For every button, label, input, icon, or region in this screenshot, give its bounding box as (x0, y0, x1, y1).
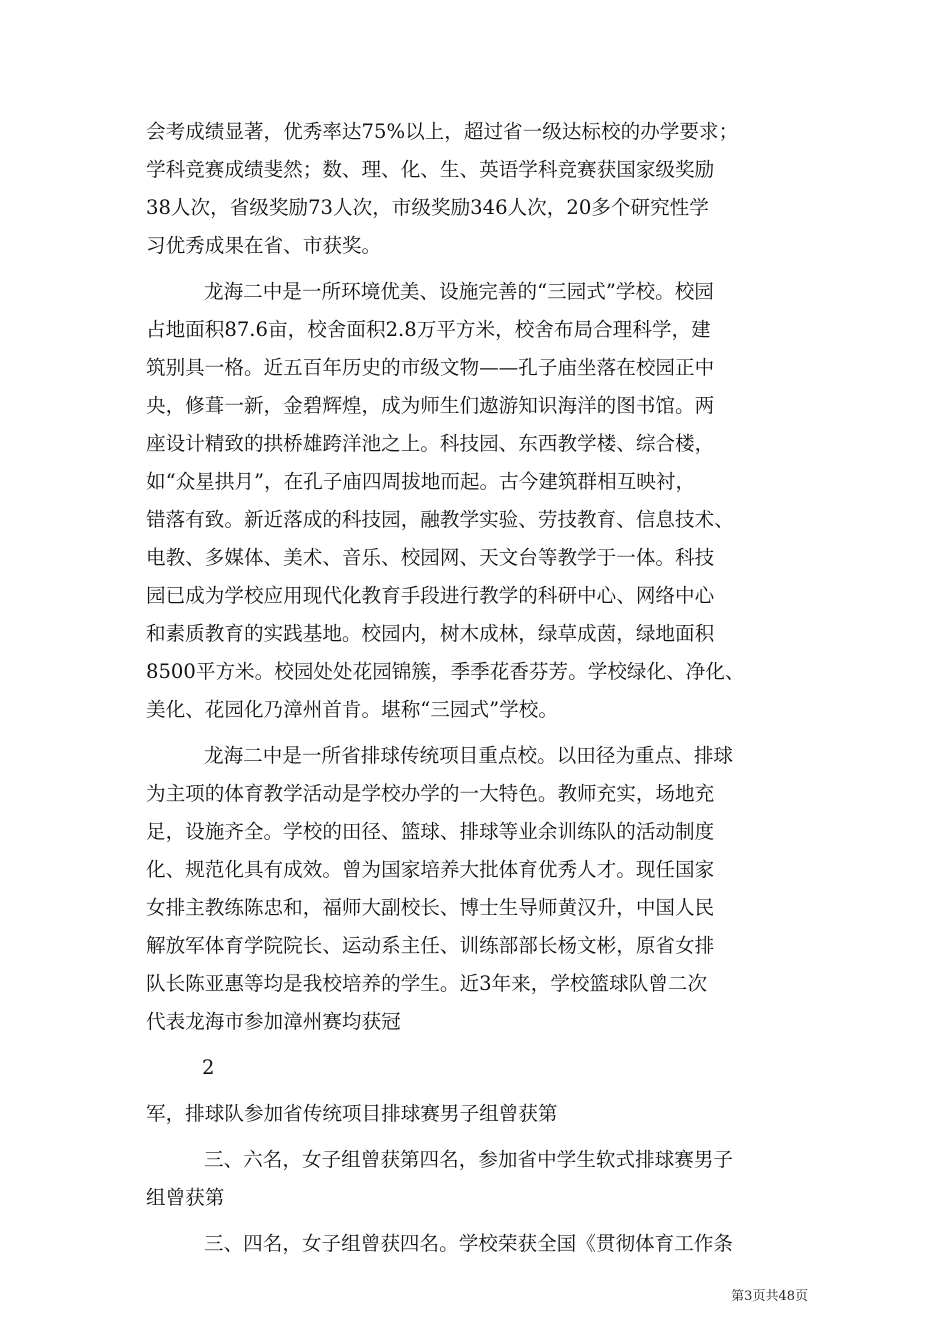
paragraph (146, 1225, 816, 1263)
text-line: 8500平方米。校园处处花园锦簇，季季花香芬芳。学校绿化、净化、 (146, 660, 745, 683)
text-line: 三、六名，女子组曾获第四名，参加省中学生软式排球赛男子 (204, 1148, 734, 1171)
text-line: 美化、花园化乃漳州首肯。堪称“三园式”学校。 (146, 698, 558, 721)
text-line: 如“众星拱月”，在孔子庙四周拔地而起。古今建筑群相互映衬， (146, 470, 696, 493)
text-line: 园已成为学校应用现代化教育手段进行教学的科研中心、网络中心 (146, 584, 715, 607)
text-line: 军，排球队参加省传统项目排球赛男子组曾获第 (146, 1102, 558, 1125)
text-line: 央，修葺一新，金碧辉煌，成为师生们遨游知识海洋的图书馆。两 (146, 394, 715, 417)
paragraph (146, 273, 816, 729)
text-line: 38人次，省级奖励73人次，市级奖励346人次，20多个研究性学 (146, 196, 709, 219)
text-line: 化、规范化具有成效。曾为国家培养大批体育优秀人才。现任国家 (146, 858, 715, 881)
paragraph (146, 113, 816, 265)
text-line: 足，设施齐全。学校的田径、篮球、排球等业余训练队的活动制度 (146, 820, 715, 843)
paragraph (146, 1095, 816, 1133)
inline-page-number: 2 (202, 1056, 215, 1079)
text-line: 电教、多媒体、美术、音乐、校园网、天文台等教学于一体。科技 (146, 546, 715, 569)
text-line: 女排主教练陈忠和，福师大副校长、博士生导师黄汉升，中国人民 (146, 896, 715, 919)
text-line: 龙海二中是一所环境优美、设施完善的“三园式”学校。校园 (204, 280, 714, 303)
text-line: 组曾获第 (146, 1186, 225, 1209)
document-body (146, 113, 816, 1263)
text-line: 筑别具一格。近五百年历史的市级文物——孔子庙坐落在校园正中 (146, 356, 715, 379)
page-footer: 第3页共48页 (731, 1289, 808, 1304)
text-line: 代表龙海市参加漳州赛均获冠 (146, 1010, 401, 1033)
text-line: 占地面积87.6亩，校舍面积2.8万平方米，校舍布局合理科学，建 (146, 318, 711, 341)
text-line: 为主项的体育教学活动是学校办学的一大特色。教师充实，场地充 (146, 782, 715, 805)
paragraph (146, 1141, 816, 1217)
text-line: 龙海二中是一所省排球传统项目重点校。以田径为重点、排球 (204, 744, 734, 767)
text-line: 解放军体育学院院长、运动系主任、训练部部长杨文彬，原省女排 (146, 934, 715, 957)
text-line: 和素质教育的实践基地。校园内，树木成林，绿草成茵，绿地面积 (146, 622, 715, 645)
text-line: 学科竞赛成绩斐然；数、理、化、生、英语学科竞赛获国家级奖励 (146, 158, 715, 181)
text-line: 错落有致。新近落成的科技园，融教学实验、劳技教育、信息技术、 (146, 508, 734, 531)
text-line: 三、四名，女子组曾获四名。学校荣获全国《贯彻体育工作条 (204, 1232, 734, 1255)
text-line: 习优秀成果在省、市获奖。 (146, 234, 382, 257)
text-line: 座设计精致的拱桥雄跨洋池之上。科技园、东西教学楼、综合楼， (146, 432, 715, 455)
text-line: 队长陈亚惠等均是我校培养的学生。近3年来，学校篮球队曾二次 (146, 972, 708, 995)
text-line: 会考成绩显著，优秀率达75%以上，超过省一级达标校的办学要求； (146, 120, 739, 143)
paragraph (146, 737, 816, 1041)
